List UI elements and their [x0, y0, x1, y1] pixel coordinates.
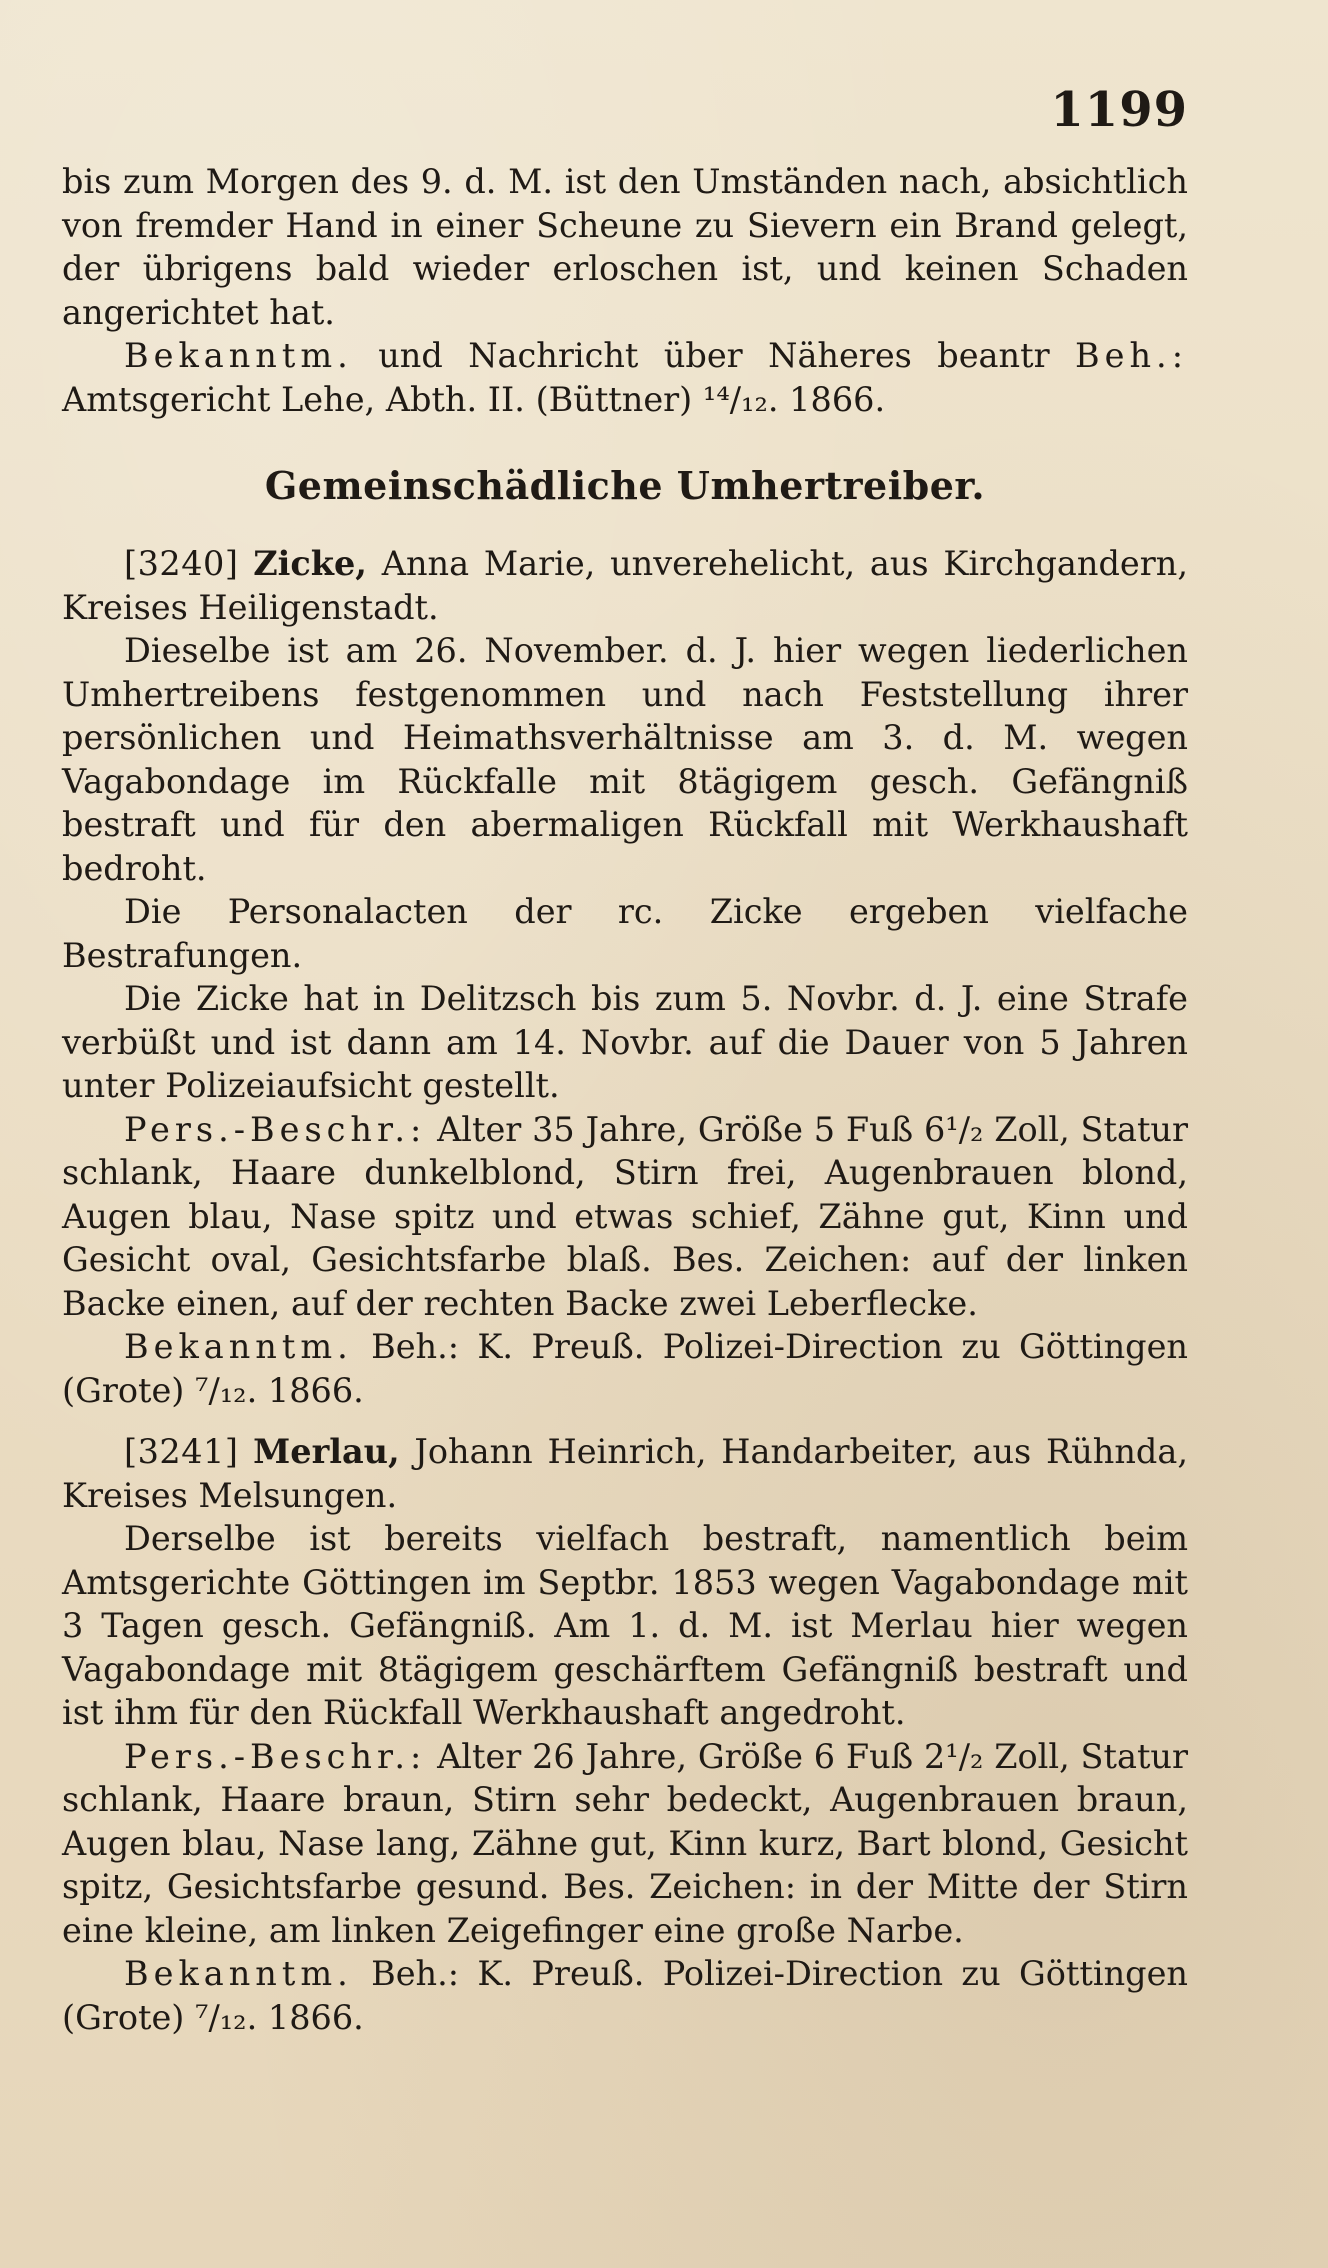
description-label: Pers.-Beschr.:: [124, 1109, 427, 1149]
personal-description: [62, 1108, 1188, 1326]
entry-3240: [62, 542, 1188, 1412]
entry-paragraph: Derselbe ist bereits vielfach bestraft, namentlich beim Amtsgerichte Göttingen im Septbr. 1853 wegen Vagabondage mit 3 Tagen gesch. Gefängniß. Am 1. d. M. ist Merlau hier wegen Vagabondage mit 8tägigem geschärftem Gefängniß bestraft und ist ihm für den Rückfall Werkhaushaft angedroht.: [62, 1519, 1188, 1732]
announcement-line: [62, 1952, 1188, 2039]
page-content: [62, 160, 1188, 2039]
authority-label: Beh.:: [1075, 336, 1188, 375]
description-label: Pers.-Beschr.:: [124, 1736, 427, 1776]
intro-paragraph-1: bis zum Morgen des 9. d. M. ist den Umständen nach, absichtlich von fremder Hand in einer Scheune zu Sievern ein Brand gelegt, der übrigens bald wieder erloschen ist, und keinen Schaden angerichtet hat.: [62, 162, 1188, 332]
entry-header-text: Johann Heinrich, Handarbeiter, aus Rühnda, Kreises Melsungen.: [62, 1432, 1188, 1515]
section-title: Gemeinschädliche Umhertreiber.: [264, 463, 986, 508]
announcement-label: Bekanntm.: [124, 1954, 353, 1993]
entry-number: [3240]: [124, 544, 239, 583]
description-text: Alter 26 Jahre, Größe 6 Fuß 2¹/₂ Zoll, Statur schlank, Haare braun, Stirn sehr bedeckt, Augenbrauen braun, Augen blau, Nase lang, Zähne gut, Kinn kurz, Bart blond, Gesicht spitz, Gesichtsfarbe gesund. Bes. Zeichen: in der Mitte der Stirn eine kleine, am linken Zeigefinger eine große Narbe.: [62, 1736, 1188, 1950]
entry-name: Merlau,: [253, 1432, 400, 1471]
announcement-label: Bekanntm.: [124, 1327, 353, 1366]
entry-paragraph: Dieselbe ist am 26. November. d. J. hier wegen liederlichen Umhertreibens festgenommen und nach Feststellung ihrer persönlichen und Heimathsverhältnisse am 3. d. M. wegen Vagabondage im Rückfalle mit 8tägigem gesch. Gefängniß bestraft und für den abermaligen Rückfall mit Werkhaushaft bedroht.: [62, 631, 1188, 888]
authority-text: Amtsgericht Lehe, Abth. II. (Büttner) ¹⁴/₁₂. 1866.: [62, 379, 886, 419]
description-text: Alter 35 Jahre, Größe 5 Fuß 6¹/₂ Zoll, Statur schlank, Haare dunkelblond, Stirn frei, Augenbrauen blond, Augen blau, Nase spitz und etwas schief, Zähne gut, Kinn und Gesicht oval, Gesichtsfarbe blaß. Bes. Zeichen: auf der linken Backe einen, auf der rechten Backe zwei Leberflecke.: [62, 1109, 1188, 1323]
entry-3241: [62, 1430, 1188, 2039]
announcement-text: Beh.: K. Preuß. Polizei-Direction zu Göttingen (Grote) ⁷/₁₂. 1866.: [62, 1954, 1188, 2037]
announcement-label: Bekanntm.: [124, 336, 353, 375]
entry-header-text: Anna Marie, unverehelicht, aus Kirchgandern, Kreises Heiligenstadt.: [62, 544, 1188, 627]
entry-paragraph: Die Personalacten der rc. Zicke ergeben vielfache Bestrafungen.: [62, 892, 1188, 975]
entry-header: [62, 542, 1188, 629]
page-number: 1199: [1050, 82, 1188, 138]
announcement-text: Beh.: K. Preuß. Polizei-Direction zu Göttingen (Grote) ⁷/₁₂. 1866.: [62, 1327, 1188, 1410]
entry-header: [62, 1430, 1188, 1517]
intro-paragraph-2: [62, 334, 1188, 421]
announcement-line: [62, 1325, 1188, 1412]
entry-number: [3241]: [124, 1432, 239, 1471]
announcement-text: und Nachricht über Näheres beantr: [352, 336, 1076, 375]
personal-description: [62, 1735, 1188, 1953]
entry-paragraph: Die Zicke hat in Delitzsch bis zum 5. Novbr. d. J. eine Strafe verbüßt und ist dann am 14. Novbr. auf die Dauer von 5 Jahren unter Polizeiaufsicht gestellt.: [62, 979, 1188, 1105]
entry-name: Zicke,: [253, 544, 367, 583]
